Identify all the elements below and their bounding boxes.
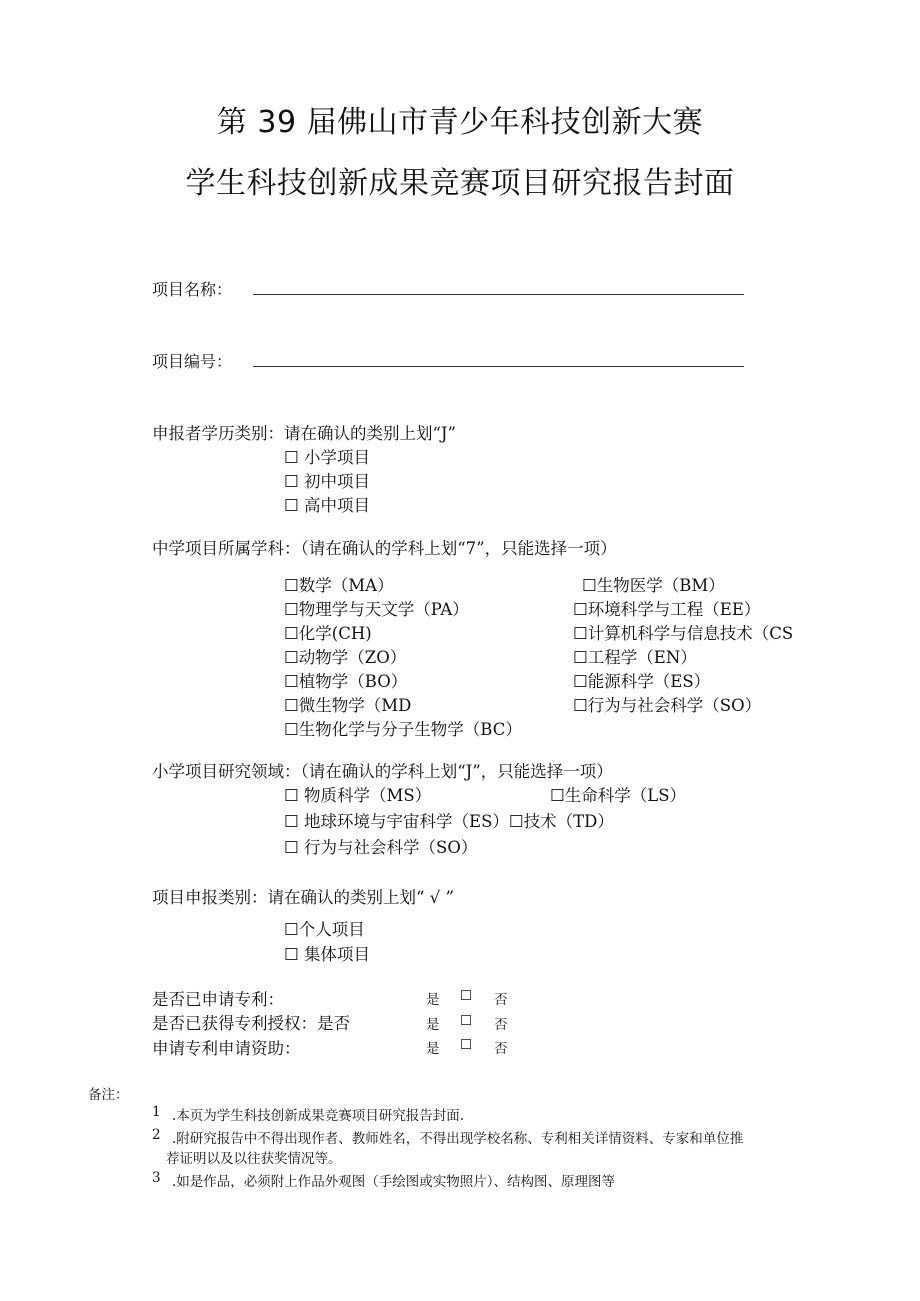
checkbox-subject-cs[interactable]: ☐计算机科学与信息技术（CS	[573, 624, 794, 643]
checkbox-subject-pa[interactable]: ☐物理学与天文学（PA）	[284, 600, 469, 619]
checkbox-subject-ee[interactable]: ☐环境科学与工程（EE）	[573, 600, 761, 619]
checkbox-senior-high[interactable]: ☐ 高中项目	[284, 496, 371, 515]
secondary-subjects-heading: 中学项目所属学科：（请在确认的学科上划“7”，只能选择一项）	[152, 539, 617, 558]
patent-granted-yes[interactable]: 是	[426, 1017, 440, 1033]
note-3-text: .如是作品，必须附上作品外观图（手绘图或实物照片）、结构图、原理图等	[172, 1174, 616, 1190]
checkbox-primary-school[interactable]: ☐ 小学项目	[284, 448, 371, 467]
primary-fields-heading: 小学项目研究领域：（请在确认的学科上划“J”，只能选择一项）	[152, 762, 613, 781]
checkbox-field-es-td[interactable]: ☐ 地球环境与宇宙科学（ES）☐技术（TD）	[284, 812, 614, 831]
project-number-field[interactable]	[253, 366, 744, 367]
patent-applied-yes[interactable]: 是	[426, 992, 440, 1008]
checkbox-subject-bo[interactable]: ☐植物学（BO）	[284, 672, 408, 691]
patent-applied-checkbox[interactable]: ☐	[460, 988, 473, 1004]
page-title-line2: 学生科技创新成果竞赛项目研究报告封面	[185, 166, 735, 201]
patent-funding-label: 申请专利申请资助：	[152, 1039, 301, 1058]
checkbox-subject-md[interactable]: ☐微生物学（MD	[284, 696, 412, 715]
patent-funding-yes[interactable]: 是	[426, 1041, 440, 1057]
checkbox-group-project[interactable]: ☐ 集体项目	[284, 945, 371, 964]
checkbox-field-so[interactable]: ☐ 行为与社会科学（SO）	[284, 838, 478, 857]
patent-granted-checkbox[interactable]: ☐	[460, 1013, 473, 1029]
checkbox-subject-bm[interactable]: ☐生物医学（BM）	[582, 576, 725, 595]
checkbox-subject-ma[interactable]: ☐数学（MA）	[284, 576, 394, 595]
checkbox-subject-so[interactable]: ☐行为与社会科学（SO）	[573, 696, 762, 715]
checkbox-subject-es[interactable]: ☐能源科学（ES）	[573, 672, 711, 691]
notes-heading: 备注：	[88, 1087, 129, 1103]
checkbox-individual-project[interactable]: ☐个人项目	[284, 920, 365, 939]
checkbox-subject-en[interactable]: ☐工程学（EN）	[573, 648, 697, 667]
application-type-heading: 项目申报类别：请在确认的类别上划“ √ ”	[152, 888, 454, 907]
checkbox-subject-zo[interactable]: ☐动物学（ZO）	[284, 648, 407, 667]
checkbox-subject-ch[interactable]: ☐化学(CH)	[284, 624, 372, 643]
patent-funding-no[interactable]: 否	[494, 1041, 508, 1057]
patent-granted-no[interactable]: 否	[494, 1017, 508, 1033]
project-number-label: 项目编号：	[152, 352, 233, 371]
project-name-label: 项目名称：	[152, 280, 233, 299]
patent-granted-label: 是否已获得专利授权：是否	[152, 1014, 350, 1033]
note-3-number: 3	[152, 1170, 161, 1186]
note-2-text: .附研究报告中不得出现作者、教师姓名，不得出现学校名称、专利相关详情资料、专家和单位推	[172, 1131, 744, 1147]
patent-applied-no[interactable]: 否	[494, 992, 508, 1008]
note-1-number: 1	[152, 1104, 161, 1120]
note-2-text-continued: 荐证明以及以往获奖情况等。	[166, 1151, 342, 1167]
note-1-text: .本页为学生科技创新成果竞赛项目研究报告封面.	[172, 1108, 465, 1124]
checkbox-subject-bc[interactable]: ☐生物化学与分子生物学（BC）	[284, 720, 522, 739]
checkbox-junior-high[interactable]: ☐ 初中项目	[284, 472, 371, 491]
patent-applied-label: 是否已申请专利：	[152, 990, 284, 1009]
note-2-number: 2	[152, 1127, 161, 1143]
project-name-field[interactable]	[253, 294, 744, 295]
education-category-heading: 申报者学历类别：请在确认的类别上划“J”	[152, 424, 456, 443]
checkbox-field-ms[interactable]: ☐ 物质科学（MS）	[284, 786, 432, 805]
checkbox-field-ls[interactable]: ☐生命科学（LS）	[550, 786, 687, 805]
page-title-line1: 第 39 届佛山市青少年科技创新大赛	[216, 105, 704, 140]
patent-funding-checkbox[interactable]: ☐	[460, 1037, 473, 1053]
